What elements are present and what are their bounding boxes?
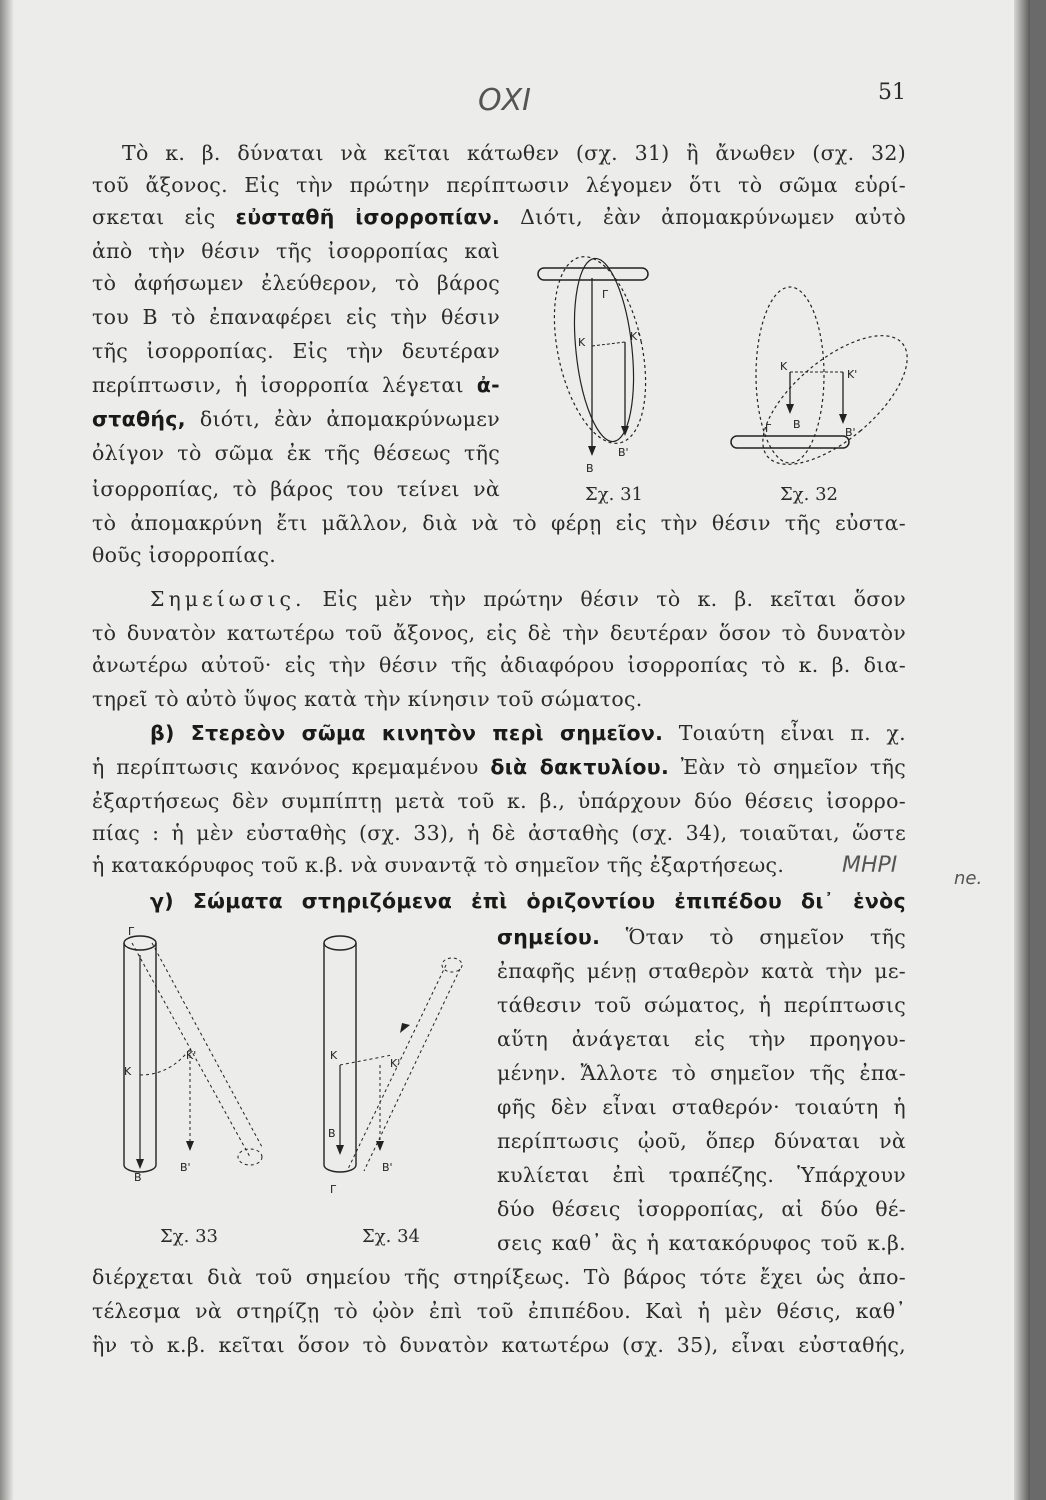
text-line: τέλεσμα νὰ στηρίζῃ τὸ ᾠὸν ἐπὶ τοῦ ἐπιπέδου. Καὶ ἡ μὲν θέσις, καθ᾽ <box>92 1299 906 1323</box>
fig32-label-b: Β <box>793 418 801 431</box>
text-line: τάθεσιν τοῦ σώματος, ἡ περίπτωσις <box>497 993 906 1017</box>
text-line: τῆς ἰσορροπίας. Εἰς τὴν δευτέραν <box>92 339 500 363</box>
fig34-tilted-end <box>442 958 462 972</box>
bold-term-unstable: σταθής, <box>92 407 186 431</box>
page-edge-shadow <box>1014 0 1030 1500</box>
text-span: σκεται εἰς <box>92 205 216 229</box>
handwritten-note-right-suffix: ne. <box>954 868 983 889</box>
fig31-arrow-b <box>588 446 596 456</box>
fig32-arrow-b <box>786 404 794 414</box>
text-line: περίπτωσις ᾠοῦ, ὅπερ δύναται νὰ <box>497 1129 906 1153</box>
caption-fig32: Σχ. 32 <box>780 484 838 505</box>
figure-34 <box>310 925 470 1215</box>
fig31-ellipse-dashed <box>539 248 661 451</box>
fig31-label-g: Γ <box>602 288 609 301</box>
section-heading-c-cont: σημείου. <box>497 925 601 949</box>
text-line <box>150 584 906 614</box>
text-line: ἐξαρτήσεως δὲν συμπίπτῃ μετὰ τοῦ κ. β., ὑπάρχουν δύο θέσεις ἰσορρο- <box>92 789 906 813</box>
figure-32 <box>725 280 910 475</box>
fig34-k-link <box>340 1055 392 1065</box>
text-line: μένην. Ἄλλοτε τὸ σημεῖον τῆς ἐπα- <box>497 1061 906 1085</box>
text-line: διέρχεται διὰ τοῦ σημείου τῆς στηρίξεως. Τὸ βάρος τότε ἔχει ὡς ἀπο- <box>92 1265 906 1289</box>
fig34-arrow-b2 <box>376 1141 384 1151</box>
bold-term-unstable: ἀ- <box>476 373 500 397</box>
fig34-label-b2: Β' <box>382 1161 393 1174</box>
text-line: τὸ ἀφήσωμεν ἐλεύθερον, τὸ βάρος <box>92 271 500 295</box>
page-number: 51 <box>878 80 906 105</box>
fig34-label-k2: Κ' <box>390 1057 401 1070</box>
text-line: δύο θέσεις ἰσορροπίας, αἱ δύο θέ- <box>497 1197 906 1221</box>
fig31-ellipse-solid <box>567 256 642 445</box>
text-line: ἐπαφῆς μένῃ σταθερὸν κατὰ τὴν με- <box>497 959 906 983</box>
fig31-rod <box>538 268 648 280</box>
text-line: ἀπὸ τὴν θέσιν τῆς ἰσορροπίας καὶ <box>92 239 500 263</box>
fig34-label-g: Γ <box>330 1183 337 1196</box>
fig32-rod <box>731 436 849 448</box>
fig32-label-g: Γ <box>765 422 772 435</box>
text-line: Τὸ κ. β. δύναται νὰ κεῖται κάτωθεν (σχ. 31) ἢ ἄνωθεν (σχ. 32) <box>122 141 906 165</box>
fig32-arrow-b2 <box>839 414 847 424</box>
text-line <box>92 370 500 400</box>
fig32-label-k: Κ <box>780 360 788 373</box>
fig32-label-b2: Β' <box>845 426 856 439</box>
fig32-label-k2: Κ' <box>847 368 858 381</box>
text-span: Τοιαύτη εἶναι π. χ. <box>678 721 906 745</box>
fig31-label-b: Β <box>586 462 594 475</box>
text-line: ὀλίγον τὸ σῶμα ἐκ τῆς θέσεως τῆς <box>92 441 500 465</box>
handwritten-note-top: ΟΧΙ <box>478 83 532 118</box>
text-line: φῆς δὲν εἶναι σταθερόν· τοιαύτη ἡ <box>497 1095 906 1119</box>
fig33-tilted-edge-2 <box>152 943 262 1147</box>
text-line: πίας : ἡ μὲν εὐσταθὴς (σχ. 33), ἡ δὲ ἀσταθὴς (σχ. 34), τοιαῦται, ὥστε <box>92 821 906 845</box>
fig31-label-k2: Κ' <box>630 330 641 343</box>
fig34-label-k: Κ <box>330 1049 338 1062</box>
text-span: Εἰς μὲν τὴν πρώτην θέσιν τὸ κ. β. κεῖται ὅσον <box>322 587 906 611</box>
fig33-label-g: Γ <box>128 925 135 938</box>
fig33-label-k: Κ <box>124 1065 132 1078</box>
fig33-arrow-b <box>136 1159 144 1169</box>
text-span: διότι, ἐὰν ἀπομακρύνωμεν <box>199 407 500 431</box>
fig33-label-k2: Κ' <box>186 1049 197 1062</box>
figure-31 <box>530 250 680 480</box>
text-line: ἰσορροπίας, τὸ βάρος του τείνει νὰ <box>92 477 500 501</box>
fig34-cylinder-bottom <box>324 1165 356 1172</box>
fig31-k-link <box>592 342 625 346</box>
fig33-label-b2: Β' <box>180 1161 191 1174</box>
text-line <box>150 718 906 748</box>
section-heading-c: γ) Σώματα στηριζόμενα ἐπὶ ὁριζοντίου ἐπιπέδου δι᾽ ἑνὸς <box>150 889 906 913</box>
text-line: τὸ δυνατὸν κατωτέρω τοῦ ἄξονος, εἰς δὲ τὴν δευτέραν ὅσον τὸ δυνατὸν <box>92 621 906 645</box>
text-line <box>150 886 906 916</box>
text-line <box>92 202 906 232</box>
text-line <box>92 404 500 434</box>
text-line: τηρεῖ τὸ αὐτὸ ὕψος κατὰ τὴν κίνησιν τοῦ σώματος. <box>92 687 643 711</box>
fig32-ellipse-tilted <box>742 313 928 487</box>
text-line: αὕτη ἀνάγεται εἰς τὴν προηγου- <box>497 1027 906 1051</box>
text-line: σεις καθ᾽ ἃς ἡ κατακόρυφος τοῦ κ.β. <box>497 1231 906 1255</box>
fig31-label-b2: Β' <box>618 446 629 459</box>
text-line: ἡ κατακόρυφος τοῦ κ.β. νὰ συναντᾷ τὸ σημεῖον τῆς ἐξαρτήσεως. <box>92 853 785 877</box>
section-heading-b: β) Στερεὸν σῶμα κινητὸν περὶ σημεῖον. <box>150 721 664 745</box>
text-line: τὸ ἀπομακρύνη ἔτι μᾶλλον, διὰ νὰ τὸ φέρῃ εἰς τὴν θέσιν τῆς εὐστα- <box>92 511 906 535</box>
text-line: ἣν τὸ κ.β. κεῖται ὅσον τὸ δυνατὸν κατωτέρω (σχ. 35), εἶναι εὐσταθής, <box>92 1333 906 1357</box>
text-line: κυλίεται ἐπὶ τραπέζης. Ὑπάρχουν <box>497 1163 906 1187</box>
fig34-label-b: Β <box>328 1127 336 1140</box>
figure-33 <box>110 925 280 1215</box>
caption-fig33: Σχ. 33 <box>160 1226 218 1247</box>
bold-term-ring: διὰ δακτυλίου. <box>490 755 670 779</box>
text-line: θοῦς ἰσορροπίας. <box>92 543 277 567</box>
bold-term-stable-equilibrium: εὐσταθῆ ἰσορροπίαν. <box>235 205 501 229</box>
text-line <box>497 922 906 952</box>
fig34-tilted-edge-2 <box>364 969 460 1171</box>
fig31-arrow-b2 <box>621 426 629 436</box>
caption-fig31: Σχ. 31 <box>585 484 643 505</box>
handwritten-note-right: ΜΗΡΙ <box>842 853 898 878</box>
text-line <box>92 752 906 782</box>
text-line: ἀνωτέρω αὐτοῦ· εἰς τὴν θέσιν τῆς ἀδιαφόρου ἰσορροπίας τὸ κ. β. δια- <box>92 653 906 677</box>
text-span: ἡ περίπτωσις κανόνος κρεμαμένου <box>92 755 479 779</box>
fig33-arrow-b2 <box>186 1141 194 1151</box>
fig33-cylinder-top <box>124 936 156 950</box>
text-line: του Β τὸ ἐπαναφέρει εἰς τὴν θέσιν <box>92 305 500 329</box>
text-span: Διότι, ἐὰν ἀπομακρύνωμεν αὐτὸ <box>520 205 906 229</box>
caption-fig34: Σχ. 34 <box>362 1226 420 1247</box>
fig34-cylinder-top <box>324 936 356 950</box>
page-binding-shadow <box>0 0 14 1500</box>
fig33-arc <box>140 1049 190 1075</box>
text-span: Ἐὰν τὸ σημεῖον τῆς <box>680 755 906 779</box>
note-label: Σημείωσις. <box>150 587 306 611</box>
fig31-label-k: Κ <box>578 336 586 349</box>
fig34-arrow-b <box>336 1145 344 1155</box>
fig34-arrow-motion <box>400 1023 410 1033</box>
fig33-label-b: Β <box>134 1171 142 1184</box>
text-span: Ὅταν τὸ σημεῖον τῆς <box>625 925 906 949</box>
text-span: περίπτωσιν, ἡ ἰσορροπία λέγεται <box>92 373 464 397</box>
text-line: τοῦ ἄξονος. Εἰς τὴν πρώτην περίπτωσιν λέγομεν ὅτι τὸ σῶμα εὑρί- <box>92 173 906 197</box>
